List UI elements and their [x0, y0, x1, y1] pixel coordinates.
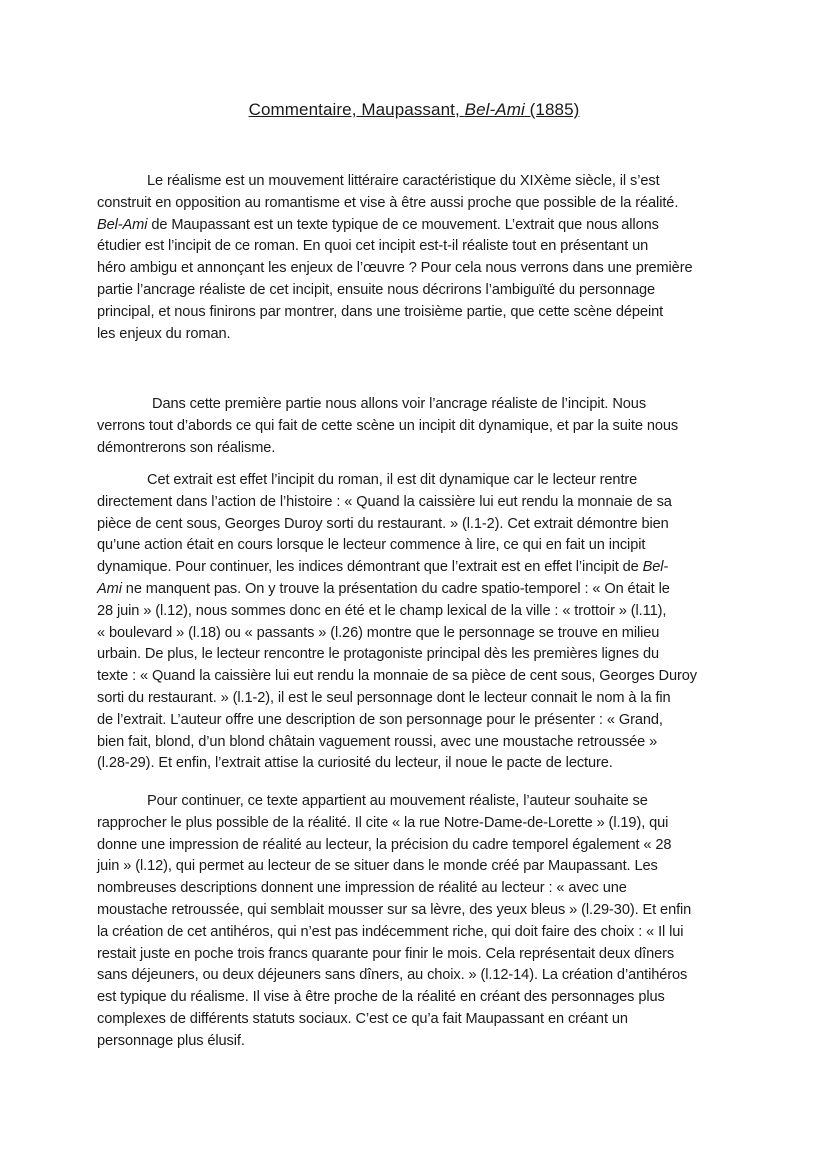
incipit-paragraph [97, 470, 737, 775]
text-line [97, 492, 737, 514]
text-line [97, 171, 737, 193]
text-line [97, 732, 737, 754]
italic-title: Bel-Ami [97, 216, 148, 233]
text-line [97, 623, 737, 645]
line-text: Cet extrait est effet l’incipit du roman, il est dit dynamique car le lecteur rentre [147, 472, 638, 488]
line-text: de l’extrait. L’auteur offre une description de son personnage pour le présenter : « Grand, [97, 711, 663, 728]
text-line [97, 215, 737, 237]
text-line [97, 688, 737, 710]
line-text: moustache retroussée, qui semblait mousser sur sa lèvre, des yeux bleus » (l.29-30). Et enfin [97, 901, 692, 918]
line-text: Le réalisme est un mouvement littéraire caractéristique du XIXème siècle, il s’est [147, 173, 660, 189]
text-line [97, 944, 737, 966]
text-line [97, 666, 737, 688]
text-line [97, 302, 737, 324]
line-text: donne une impression de réalité au lecteur, la précision du cadre temporel également « 28 [97, 836, 672, 853]
text-line [97, 258, 737, 280]
text-line [97, 1009, 737, 1031]
line-text: texte : « Quand la caissière lui eut rendu la monnaie de sa pièce de cent sous, Georges Duroy [97, 668, 697, 685]
line-text: restait juste en poche trois francs quarante pour finir le mois. Cela représentait deux dîners [97, 945, 675, 962]
line-text: rapprocher le plus possible de la réalité. Il cite « la rue Notre-Dame-de-Lorette » (l.19), qui [97, 814, 669, 831]
text-line [97, 579, 737, 601]
text-line [97, 535, 737, 557]
line-text: verrons tout d’abords ce qui fait de cette scène un incipit dit dynamique, et par la suite nous [97, 417, 679, 434]
document-title [0, 100, 828, 120]
line-text: ne manquent pas. On y trouve la présentation du cadre spatio-temporel : « On était le [121, 580, 670, 597]
line-text: nombreuses descriptions donnent une impression de réalité au lecteur : « avec une [97, 880, 627, 897]
text-line [97, 965, 737, 987]
title-work-name: Bel-Ami [464, 100, 525, 119]
line-text: partie l’ancrage réaliste de cet incipit, ensuite nous décrirons l’ambiguïté du personnage [97, 281, 656, 298]
line-text: (l.28-29). Et enfin, l’extrait attise la curiosité du lecteur, il noue le pacte de lecture. [97, 755, 613, 772]
text-line [97, 922, 737, 944]
line-text: de Maupassant est un texte typique de ce mouvement. L’extrait que nous allons [147, 216, 659, 233]
text-line [97, 835, 737, 857]
line-text: démontrerons son réalisme. [97, 439, 276, 456]
text-line [97, 470, 737, 492]
text-line [97, 514, 737, 536]
line-text: est typique du réalisme. Il vise à être proche de la réalité en créant des personnages plus [97, 989, 665, 1006]
text-line [97, 394, 737, 416]
line-text: 28 juin » (l.12), nous sommes donc en été et le champ lexical de la ville : « trottoir » (l.11), [97, 602, 667, 619]
line-text: sorti du restaurant. » (l.1-2), il est le seul personnage dont le lecteur connait le nom à la fin [97, 689, 671, 706]
line-text: Pour continuer, ce texte appartient au mouvement réaliste, l’auteur souhaite se [147, 793, 648, 809]
text-line [97, 193, 737, 215]
text-line [97, 791, 737, 813]
text-line [97, 987, 737, 1009]
text-line [97, 813, 737, 835]
text-line [97, 710, 737, 732]
line-text: « boulevard » (l.18) ou « passants » (l.26) montre que le personnage se trouve en milieu [97, 624, 660, 641]
title-year: (1885) [524, 100, 580, 119]
line-text: construit en opposition au romantisme et vise à être aussi proche que possible de la réalité. [97, 194, 679, 211]
text-line [97, 1031, 737, 1053]
text-line [97, 438, 737, 460]
title-prefix: Commentaire, Maupassant, [248, 100, 465, 119]
line-text: personnage plus élusif. [97, 1032, 245, 1049]
line-text: pièce de cent sous, Georges Duroy sorti du restaurant. » (l.1-2). Cet extrait démontre bien [97, 515, 669, 532]
realism-paragraph [97, 791, 737, 1053]
text-line [97, 236, 737, 258]
text-line [97, 416, 737, 438]
line-text: les enjeux du roman. [97, 325, 231, 342]
line-text: bien fait, blond, d’un blond châtain vaguement roussi, avec une moustache retroussée » [97, 733, 658, 750]
text-line [97, 753, 737, 775]
text-line [97, 856, 737, 878]
text-line [97, 324, 737, 346]
line-text: la création de cet antihéros, qui n’est pas indécemment riche, qui doit faire des choix : « Il lui [97, 923, 684, 940]
line-text: héro ambigu et annonçant les enjeux de l’œuvre ? Pour cela nous verrons dans une première [97, 260, 693, 277]
line-text: urbain. De plus, le lecteur rencontre le protagoniste principal dès les premières lignes du [97, 646, 659, 663]
line-text: complexes de différents statuts sociaux. C’est ce qu’a fait Maupassant en créant un [97, 1010, 628, 1027]
text-line [97, 644, 737, 666]
line-text: principal, et nous finirons par montrer, dans une troisième partie, que cette scène dépeint [97, 303, 664, 320]
line-text: dynamique. Pour continuer, les indices démontrant que l’extrait est en effet l’incipit de [97, 559, 643, 576]
line-text: juin » (l.12), qui permet au lecteur de se situer dans le monde créé par Maupassant. Les [97, 858, 658, 875]
italic-title: Bel- [642, 559, 669, 576]
introduction-paragraph [97, 171, 737, 345]
line-text: directement dans l’action de l’histoire : « Quand la caissière lui eut rendu la monnaie de sa [97, 493, 672, 510]
text-line [97, 900, 737, 922]
line-text: Dans cette première partie nous allons voir l’ancrage réaliste de l’incipit. Nous [152, 396, 647, 412]
text-line [97, 878, 737, 900]
italic-title: Ami [97, 580, 122, 597]
text-line [97, 557, 737, 579]
line-text: sans déjeuners, ou deux déjeuners sans dîners, au choix. » (l.12-14). La création d’antihéros [97, 967, 688, 984]
line-text: étudier est l’incipit de ce roman. En quoi cet incipit est-t-il réaliste tout en présentant un [97, 238, 649, 255]
text-line [97, 280, 737, 302]
line-text: qu’une action était en cours lorsque le lecteur commence à lire, ce qui en fait un incipit [97, 537, 646, 554]
part-one-intro-paragraph [97, 394, 737, 459]
text-line [97, 601, 737, 623]
